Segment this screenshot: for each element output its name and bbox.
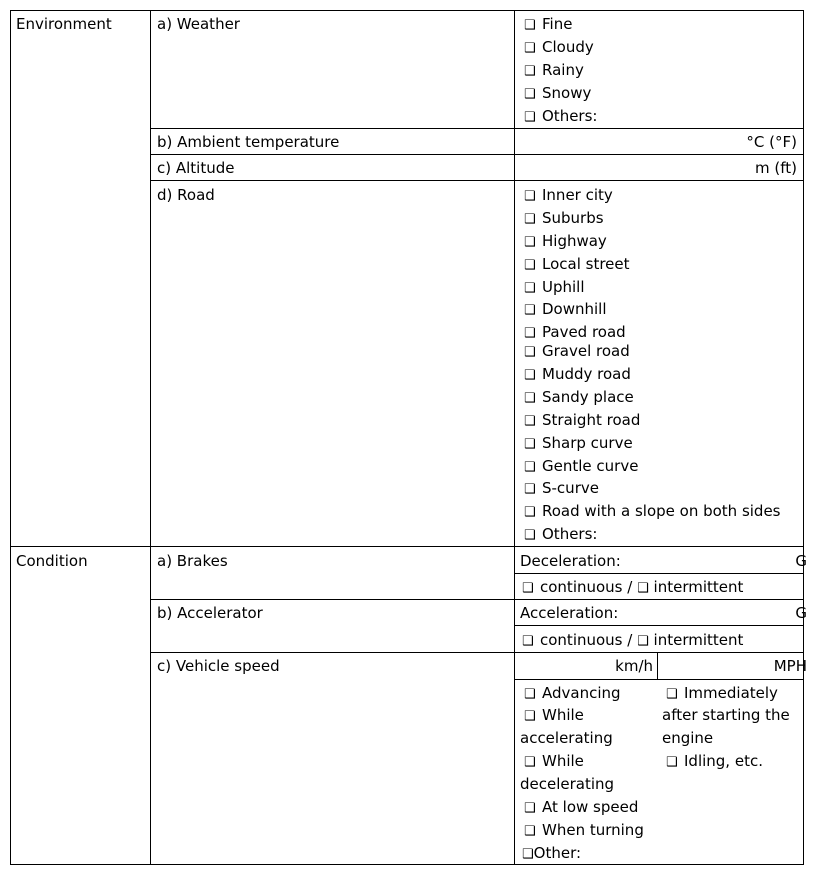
checkbox-icon: ❑ (524, 460, 536, 475)
checkbox-while-decelerating[interactable]: ❑ While (524, 752, 584, 770)
checkbox-advancing[interactable]: ❑ Advancing (524, 684, 621, 702)
checkbox-when-turning[interactable]: ❑ When turning (524, 821, 644, 839)
checkbox-paved-road[interactable]: ❑ Paved road (524, 323, 626, 341)
checkbox-icon: ❑ (524, 824, 536, 839)
mph-field[interactable]: MPH (773, 657, 807, 675)
checkbox-rainy[interactable]: ❑ Rainy (524, 61, 584, 79)
checkbox-road-others[interactable]: ❑ Others: (524, 525, 598, 543)
checkbox-icon[interactable]: ❑ (522, 581, 534, 596)
while-decelerating-cont: decelerating (520, 775, 615, 793)
checkbox-icon: ❑ (524, 110, 536, 125)
checkbox-icon: ❑ (524, 18, 536, 33)
brakes-mode (522, 578, 743, 598)
condition-label: Condition (16, 552, 88, 570)
checkbox-icon: ❑ (524, 368, 536, 383)
checkbox-downhill[interactable]: ❑ Downhill (524, 300, 607, 318)
checkbox-icon: ❑ (524, 64, 536, 79)
checkbox-icon: ❑ (522, 847, 534, 862)
checkbox-s-curve[interactable]: ❑ S-curve (524, 479, 599, 497)
brakes-label: a) Brakes (157, 552, 228, 570)
checkbox-icon: ❑ (524, 414, 536, 429)
checkbox-icon: ❑ (524, 755, 536, 770)
checkbox-icon: ❑ (524, 437, 536, 452)
checkbox-local-street[interactable]: ❑ Local street (524, 255, 630, 273)
checkbox-icon: ❑ (524, 303, 536, 318)
checkbox-icon: ❑ (524, 235, 536, 250)
acceleration-label: Acceleration: (520, 604, 619, 622)
checkbox-suburbs[interactable]: ❑ Suburbs (524, 209, 604, 227)
checkbox-icon: ❑ (524, 709, 536, 724)
checkbox-icon[interactable]: ❑ (637, 634, 649, 649)
checkbox-other[interactable]: ❑Other: (522, 844, 582, 862)
checkbox-at-low-speed[interactable]: ❑ At low speed (524, 798, 639, 816)
checkbox-cloudy[interactable]: ❑ Cloudy (524, 38, 594, 56)
checkbox-icon: ❑ (524, 258, 536, 273)
checkbox-highway[interactable]: ❑ Highway (524, 232, 607, 250)
checkbox-icon: ❑ (666, 755, 678, 770)
accelerator-continuous: continuous / (540, 631, 633, 649)
checkbox-icon: ❑ (524, 528, 536, 543)
accelerator-intermittent: intermittent (653, 631, 744, 649)
checkbox-icon: ❑ (524, 212, 536, 227)
checkbox-road-slope-both-sides[interactable]: ❑ Road with a slope on both sides (524, 502, 781, 520)
accelerator-mode (522, 631, 743, 651)
brakes-continuous: continuous / (540, 578, 633, 596)
checkbox-icon: ❑ (524, 687, 536, 702)
checkbox-straight-road[interactable]: ❑ Straight road (524, 411, 641, 429)
checkbox-others[interactable]: ❑ Others: (524, 107, 598, 125)
checkbox-icon: ❑ (524, 801, 536, 816)
checkbox-icon: ❑ (524, 189, 536, 204)
checkbox-muddy-road[interactable]: ❑ Muddy road (524, 365, 631, 383)
checkbox-icon: ❑ (524, 505, 536, 520)
checkbox-gravel-road[interactable]: ❑ Gravel road (524, 342, 630, 360)
altitude-label: c) Altitude (157, 159, 235, 177)
vehicle-speed-label: c) Vehicle speed (157, 657, 280, 675)
kmh-field[interactable]: km/h (615, 657, 653, 675)
ambient-temperature-label: b) Ambient temperature (157, 133, 340, 151)
checkbox-icon: ❑ (524, 281, 536, 296)
checkbox-while-accelerating[interactable]: ❑ While (524, 706, 584, 724)
checkbox-icon: ❑ (524, 482, 536, 497)
while-accelerating-cont: accelerating (520, 729, 613, 747)
checkbox-icon: ❑ (524, 391, 536, 406)
deceleration-unit: G (795, 552, 807, 570)
checkbox-icon[interactable]: ❑ (637, 581, 649, 596)
checkbox-icon[interactable]: ❑ (522, 634, 534, 649)
ambient-temperature-field[interactable]: °C (°F) (746, 133, 797, 151)
checkbox-snowy[interactable]: ❑ Snowy (524, 84, 592, 102)
checkbox-icon: ❑ (524, 326, 536, 341)
immediately-cont-1: after starting the (662, 706, 790, 724)
immediately-cont-2: engine (662, 729, 714, 747)
checkbox-gentle-curve[interactable]: ❑ Gentle curve (524, 457, 639, 475)
checkbox-uphill[interactable]: ❑ Uphill (524, 278, 585, 296)
checkbox-icon: ❑ (524, 41, 536, 56)
brakes-intermittent: intermittent (653, 578, 744, 596)
acceleration-unit: G (795, 604, 807, 622)
altitude-field[interactable]: m (ft) (755, 159, 797, 177)
checkbox-immediately-after-start[interactable]: ❑ Immediately (666, 684, 778, 702)
deceleration-label: Deceleration: (520, 552, 621, 570)
checkbox-icon: ❑ (524, 345, 536, 360)
road-label: d) Road (157, 186, 215, 204)
checkbox-fine[interactable]: ❑ Fine (524, 15, 573, 33)
environment-label: Environment (16, 15, 112, 33)
checkbox-sandy-place[interactable]: ❑ Sandy place (524, 388, 634, 406)
checkbox-inner-city[interactable]: ❑ Inner city (524, 186, 613, 204)
checkbox-sharp-curve[interactable]: ❑ Sharp curve (524, 434, 633, 452)
checkbox-icon: ❑ (524, 87, 536, 102)
checkbox-idling[interactable]: ❑ Idling, etc. (666, 752, 763, 770)
checkbox-icon: ❑ (666, 687, 678, 702)
weather-label: a) Weather (157, 15, 240, 33)
accelerator-label: b) Accelerator (157, 604, 263, 622)
